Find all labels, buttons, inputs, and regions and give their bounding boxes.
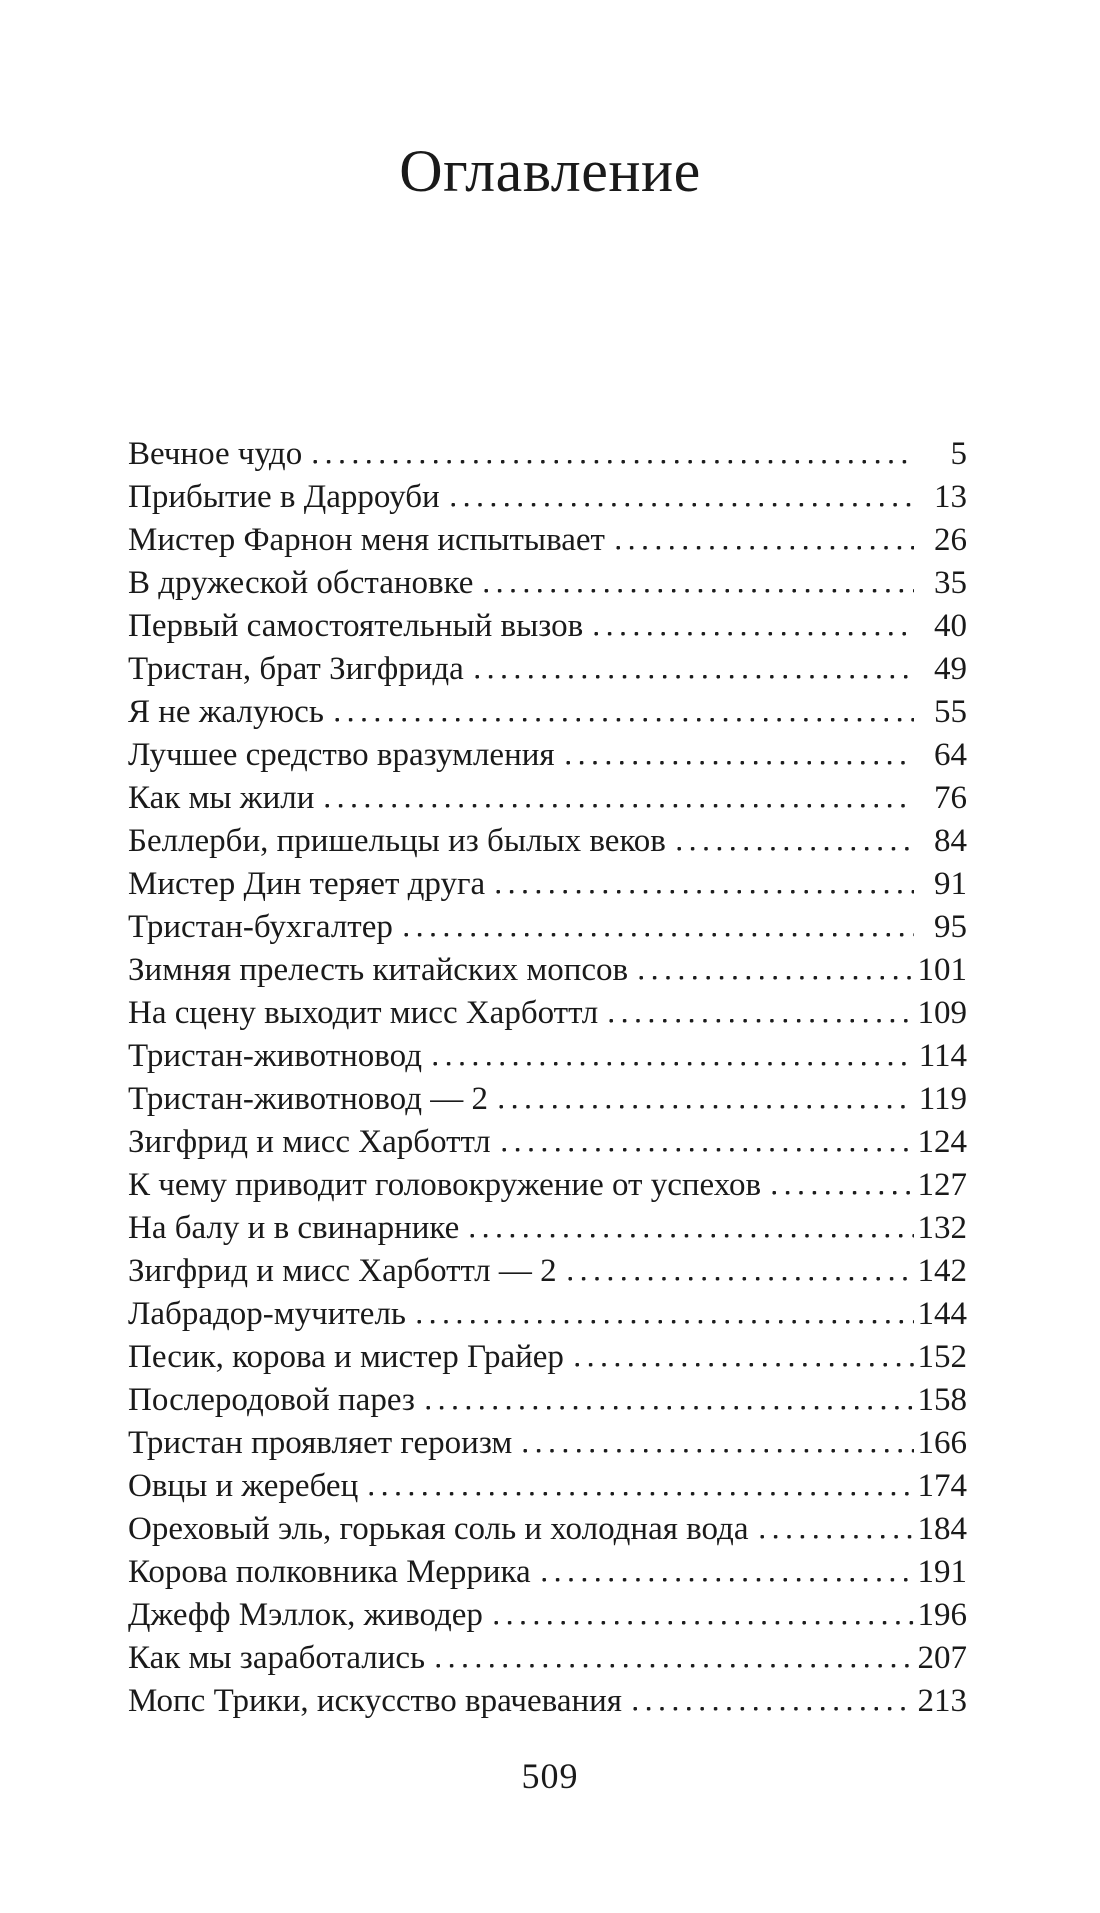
toc-entry bbox=[128, 1250, 967, 1293]
dot-leader bbox=[639, 975, 914, 980]
toc-entry-title: Вечное чудо bbox=[128, 436, 303, 472]
toc-entry bbox=[128, 777, 967, 820]
dot-leader bbox=[496, 889, 914, 894]
toc-entry-title: Овцы и жеребец bbox=[128, 1468, 359, 1504]
dot-leader bbox=[426, 1405, 914, 1410]
dot-leader bbox=[499, 1104, 914, 1109]
toc-entry-title: Корова полковника Меррика bbox=[128, 1554, 531, 1590]
toc-entry bbox=[128, 519, 967, 562]
toc-entry-title: Джефф Мэллок, живодер bbox=[128, 1597, 483, 1633]
dot-leader bbox=[542, 1577, 914, 1582]
toc-entry-page: 124 bbox=[917, 1124, 967, 1160]
dot-leader bbox=[313, 459, 914, 464]
toc-entry bbox=[128, 734, 967, 777]
dot-leader bbox=[335, 717, 914, 722]
toc-entry bbox=[128, 476, 967, 519]
toc-entry bbox=[128, 1164, 967, 1207]
dot-leader bbox=[677, 846, 914, 851]
dot-leader bbox=[433, 1061, 914, 1066]
toc-entry bbox=[128, 820, 967, 863]
toc-entry bbox=[128, 1465, 967, 1508]
toc-entry-title: Я не жалуюсь bbox=[128, 694, 324, 730]
dot-leader bbox=[484, 588, 914, 593]
toc-entry-page: 174 bbox=[917, 1468, 967, 1504]
dot-leader bbox=[417, 1319, 914, 1324]
toc-entry bbox=[128, 1422, 967, 1465]
toc-entry-title: Мистер Дин теряет друга bbox=[128, 866, 486, 902]
toc-entry-title: На сцену выходит мисс Харботтл bbox=[128, 995, 599, 1031]
dot-leader bbox=[325, 803, 914, 808]
toc-entry-page: 144 bbox=[917, 1296, 967, 1332]
toc-entry bbox=[128, 1035, 967, 1078]
toc-entry-page: 35 bbox=[934, 565, 967, 601]
table-of-contents bbox=[128, 433, 967, 1723]
dot-leader bbox=[568, 1276, 914, 1281]
toc-entry-page: 91 bbox=[934, 866, 967, 902]
toc-entry-page: 84 bbox=[934, 823, 967, 859]
toc-entry-page: 132 bbox=[917, 1210, 967, 1246]
folio-page-number: 509 bbox=[521, 1756, 579, 1796]
toc-entry-page: 13 bbox=[934, 479, 967, 515]
dot-leader bbox=[502, 1147, 914, 1152]
dot-leader bbox=[451, 502, 914, 507]
toc-entry-title: Тристан проявляет героизм bbox=[128, 1425, 513, 1461]
dot-leader bbox=[470, 1233, 914, 1238]
toc-entry bbox=[128, 1121, 967, 1164]
toc-entry-title: Зигфрид и мисс Харботтл — 2 bbox=[128, 1253, 557, 1289]
dot-leader bbox=[760, 1534, 915, 1539]
dot-leader bbox=[436, 1663, 914, 1668]
toc-entry-title: Первый самостоятельный вызов bbox=[128, 608, 584, 644]
toc-entry bbox=[128, 1637, 967, 1680]
toc-entry bbox=[128, 433, 967, 476]
toc-entry bbox=[128, 949, 967, 992]
toc-entry bbox=[128, 691, 967, 734]
toc-entry-page: 76 bbox=[934, 780, 967, 816]
dot-leader bbox=[404, 932, 914, 937]
dot-leader bbox=[594, 631, 914, 636]
toc-entry-page: 114 bbox=[918, 1038, 967, 1074]
toc-entry-title: Тристан, брат Зигфрида bbox=[128, 651, 464, 687]
toc-entry bbox=[128, 1594, 967, 1637]
toc-entry-page: 109 bbox=[917, 995, 967, 1031]
dot-leader bbox=[369, 1491, 914, 1496]
dot-leader bbox=[616, 545, 914, 550]
toc-entry-title: Лучшее средство вразумления bbox=[128, 737, 555, 773]
toc-entry-page: 55 bbox=[934, 694, 967, 730]
toc-entry-title: Мистер Фарнон меня испытывает bbox=[128, 522, 605, 558]
toc-entry-title: Послеродовой парез bbox=[128, 1382, 415, 1418]
toc-entry-title: Как мы жили bbox=[128, 780, 315, 816]
toc-entry bbox=[128, 605, 967, 648]
toc-entry-title: Зигфрид и мисс Харботтл bbox=[128, 1124, 491, 1160]
dot-leader bbox=[566, 760, 914, 765]
toc-entry-title: Тристан-бухгалтер bbox=[128, 909, 393, 945]
toc-entry bbox=[128, 992, 967, 1035]
toc-entry-page: 158 bbox=[917, 1382, 967, 1418]
dot-leader bbox=[772, 1190, 914, 1195]
toc-entry-page: 64 bbox=[934, 737, 967, 773]
toc-entry bbox=[128, 562, 967, 605]
toc-entry-title: Зимняя прелесть китайских мопсов bbox=[128, 952, 629, 988]
toc-entry bbox=[128, 1293, 967, 1336]
toc-entry-title: Как мы заработались bbox=[128, 1640, 426, 1676]
dot-leader bbox=[494, 1620, 914, 1625]
toc-entry-page: 101 bbox=[917, 952, 967, 988]
toc-entry bbox=[128, 1078, 967, 1121]
toc-entry-title: Беллерби, пришельцы из былых веков bbox=[128, 823, 666, 859]
toc-entry-title: Песик, корова и мистер Грайер bbox=[128, 1339, 564, 1375]
toc-entry bbox=[128, 1379, 967, 1422]
dot-leader bbox=[523, 1448, 914, 1453]
toc-entry-title: Ореховый эль, горькая соль и холодная вода bbox=[128, 1511, 749, 1547]
toc-entry-title: Прибытие в Дарроуби bbox=[128, 479, 440, 515]
toc-entry-title: К чему приводит головокружение от успехов bbox=[128, 1167, 762, 1203]
dot-leader bbox=[609, 1018, 914, 1023]
toc-entry-page: 49 bbox=[934, 651, 967, 687]
toc-entry-page: 127 bbox=[917, 1167, 967, 1203]
toc-entry-page: 196 bbox=[917, 1597, 967, 1633]
toc-entry bbox=[128, 906, 967, 949]
toc-entry bbox=[128, 1336, 967, 1379]
toc-entry-page: 184 bbox=[917, 1511, 967, 1547]
toc-entry-page: 95 bbox=[934, 909, 967, 945]
toc-entry-page: 152 bbox=[917, 1339, 967, 1375]
toc-entry-page: 166 bbox=[917, 1425, 967, 1461]
toc-entry bbox=[128, 1508, 967, 1551]
toc-entry-page: 142 bbox=[917, 1253, 967, 1289]
toc-entry-title: Мопс Трики, искусство врачевания bbox=[128, 1683, 622, 1719]
toc-entry bbox=[128, 1680, 967, 1723]
dot-leader bbox=[575, 1362, 914, 1367]
dot-leader bbox=[633, 1706, 914, 1711]
toc-entry-page: 5 bbox=[950, 436, 967, 472]
page-title: Оглавление bbox=[399, 138, 701, 204]
toc-entry-page: 119 bbox=[918, 1081, 967, 1117]
toc-entry-page: 40 bbox=[934, 608, 967, 644]
dot-leader bbox=[475, 674, 914, 679]
toc-entry bbox=[128, 1207, 967, 1250]
toc-entry-page: 26 bbox=[934, 522, 967, 558]
toc-entry-title: На балу и в свинарнике bbox=[128, 1210, 460, 1246]
toc-entry-title: Тристан-животновод — 2 bbox=[128, 1081, 488, 1117]
toc-entry bbox=[128, 1551, 967, 1594]
toc-entry-page: 191 bbox=[917, 1554, 967, 1590]
toc-entry bbox=[128, 648, 967, 691]
toc-entry-title: Тристан-животновод bbox=[128, 1038, 422, 1074]
toc-entry-title: В дружеской обстановке bbox=[128, 565, 474, 601]
toc-entry bbox=[128, 863, 967, 906]
toc-entry-page: 207 bbox=[917, 1640, 967, 1676]
toc-entry-title: Лабрадор-мучитель bbox=[128, 1296, 406, 1332]
toc-entry-page: 213 bbox=[917, 1683, 967, 1719]
